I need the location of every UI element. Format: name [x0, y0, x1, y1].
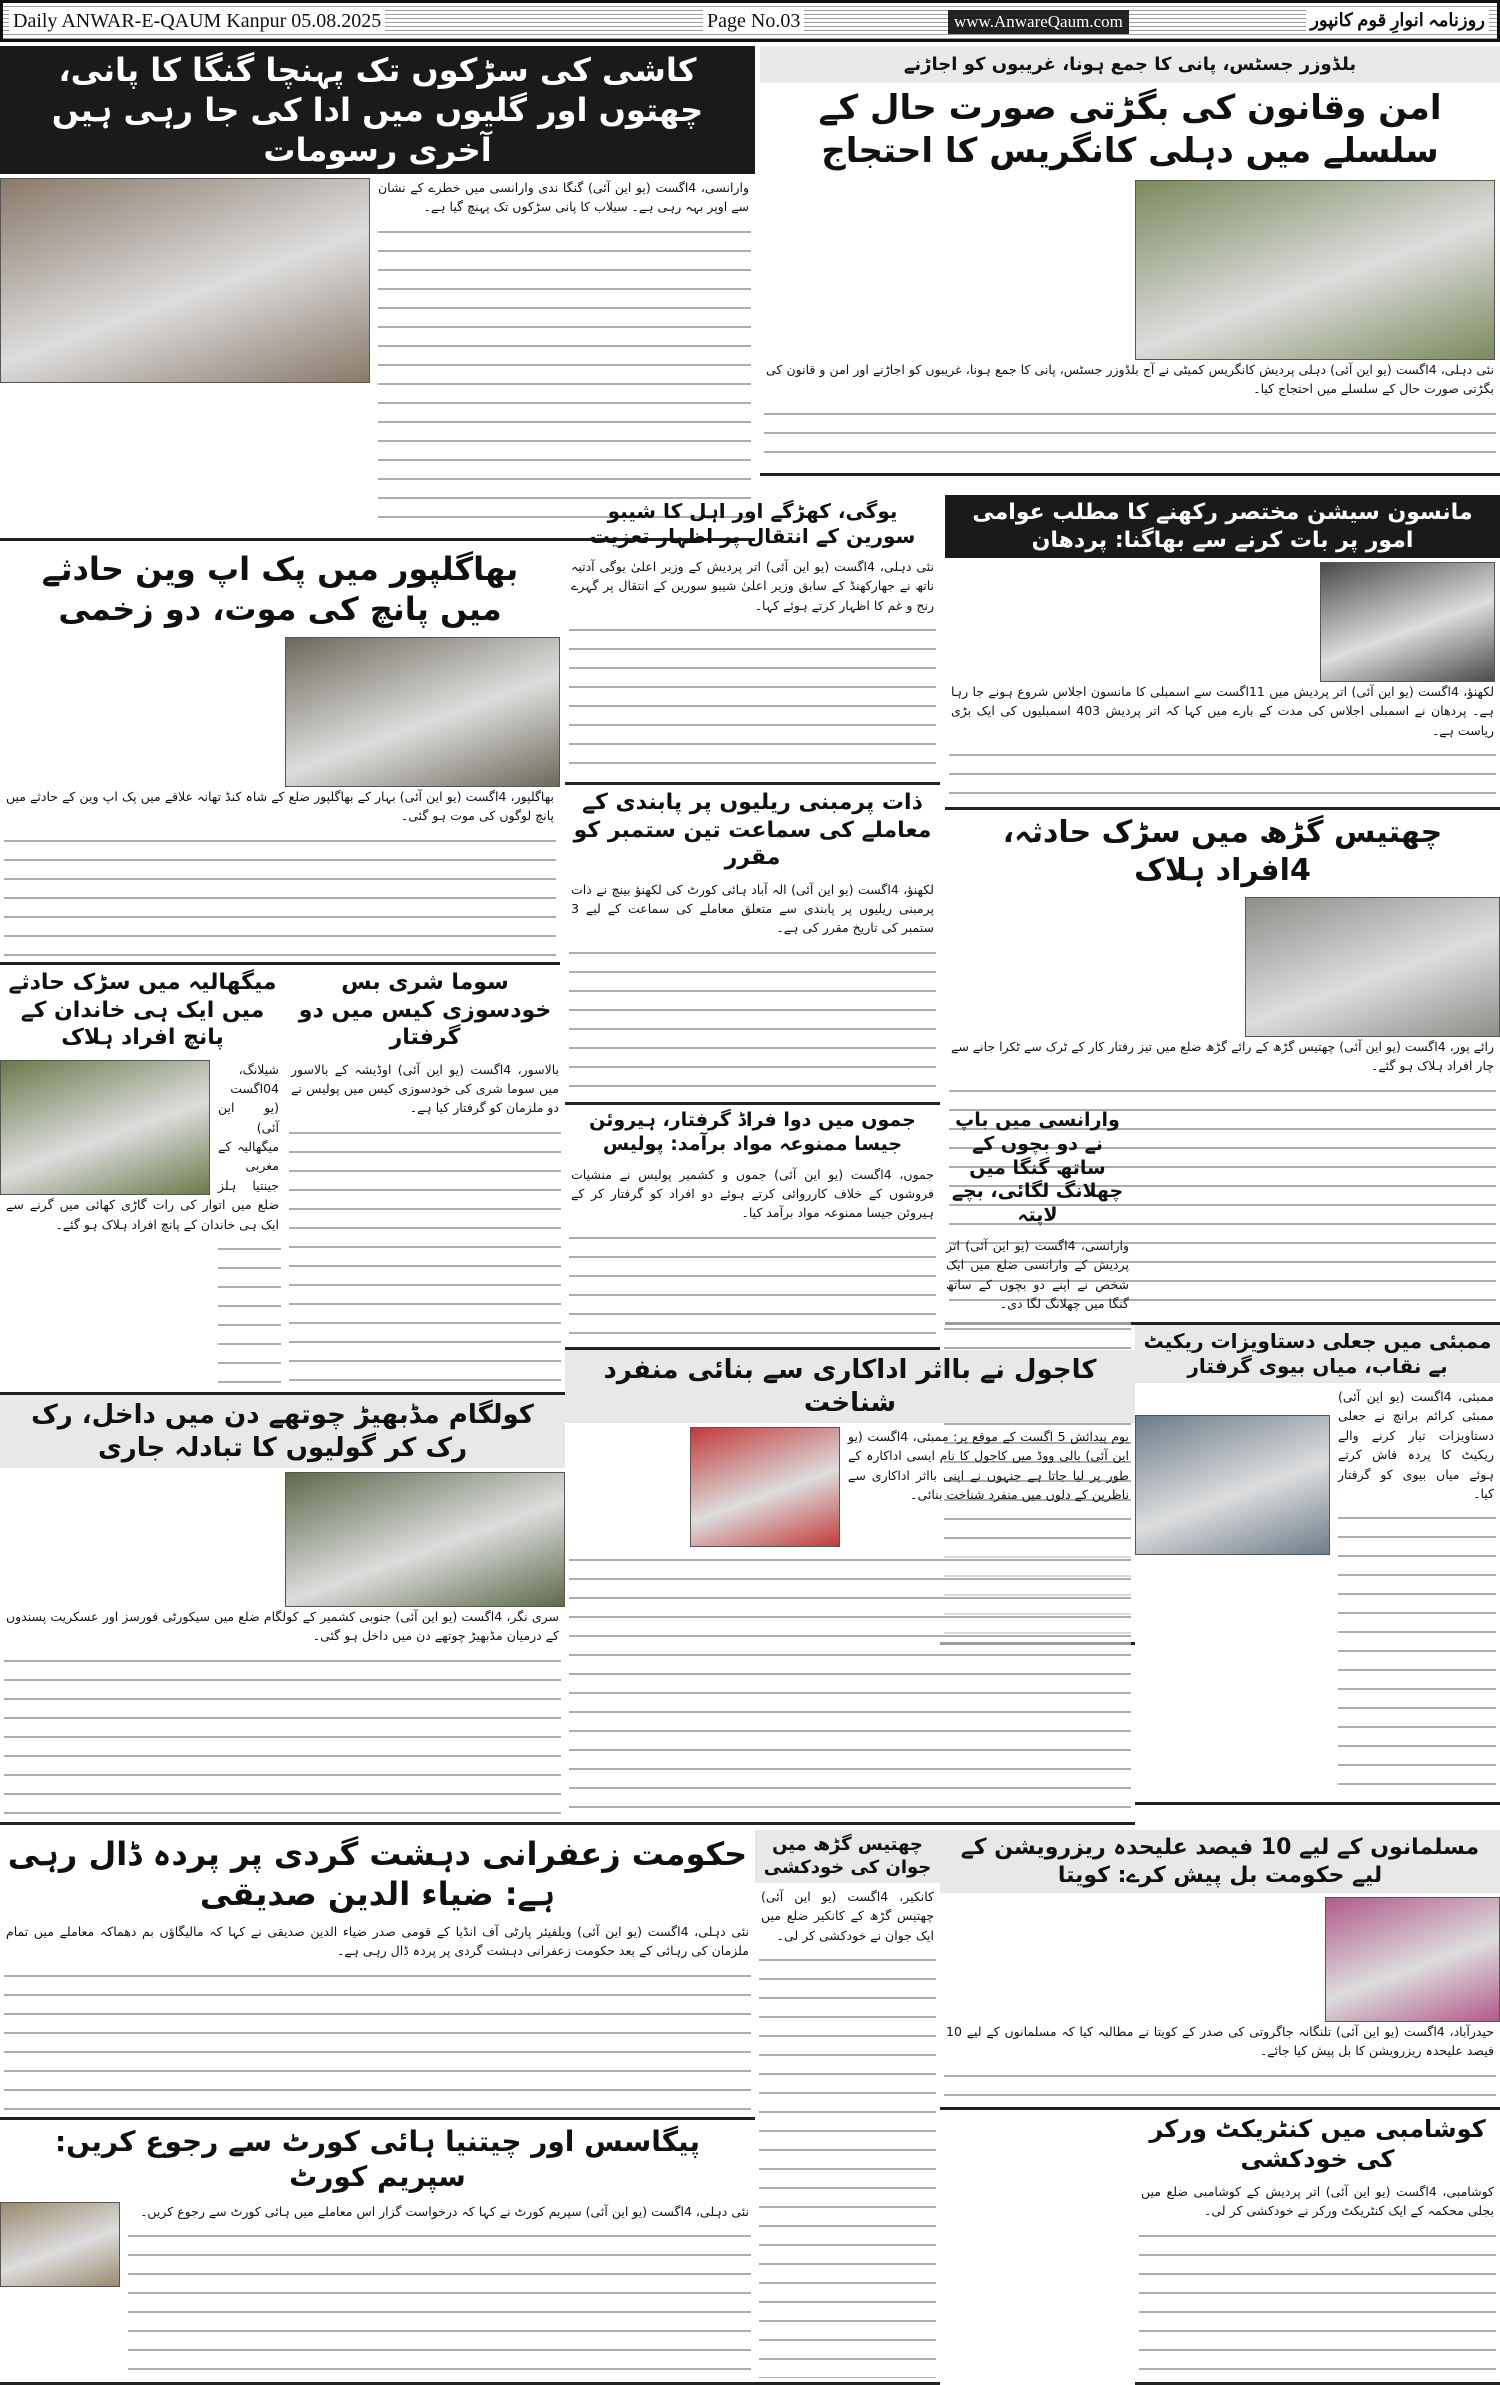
article-lead: شیلانگ، 04اگست (یو این آئی) میگھالیہ کے مغربی جینتیا ہلز ضلع میں اتوار کی رات گاڑی کھائی میں گرنے سے ایک ہی خاندان کے پانچ افراد ہلاک ہو گئے۔: [6, 1061, 279, 1232]
article-lead: لکھنؤ، 4اگست (یو این آئی) اتر پردیش میں 11اگست سے اسمبلی کا مانسون اجلاس شروع ہونے جا رہا ہے۔ پردھان نے اسمبلی اجلاس کی مدت کے بارے میں کہا کہ اتر پردیش 403 اسمبلیوں کی ایک بڑی ریاست ہے۔: [951, 684, 1495, 738]
article-yogi-condolence: [565, 495, 940, 785]
ghat-photo: [0, 178, 370, 383]
kajol-photo: [690, 1427, 840, 1547]
article-headline[interactable]: وارانسی میں باپ نے دو بچوں کے ساتھ گنگا میں چھلانگ لگائی، بچے لاپتہ: [951, 1109, 1124, 1226]
article-headline[interactable]: بھاگلپور میں پک اپ وین حادثے میں پانچ کی موت، دو زخمی: [41, 550, 519, 628]
article-headline[interactable]: پیگاسس اور چیتنیا ہائی کورٹ سے رجوع کریں: سپریم کورٹ: [54, 2125, 700, 2193]
page-number: Page No.03: [703, 10, 804, 33]
article-headline[interactable]: مانسون سیشن مختصر رکھنے کا مطلب عوامی امور پر بات کرنے سے بھاگنا: پردھان: [945, 495, 1500, 558]
article-headline[interactable]: امن وقانون کی بگڑتی صورت حال کے سلسلے میں دہلی کانگریس کا احتجاج: [818, 88, 1442, 171]
article-headline[interactable]: ذات پرمبنی ریلیوں پر پابندی کے معاملے کی سماعت تین ستمبر کو مقرر: [573, 790, 932, 870]
article-lead: کانکیر، 4اگست (یو این آئی) چھتیس گڑھ کے کانکیر ضلع میں ایک جوان نے خودکشی کر لی۔: [761, 1889, 934, 1943]
article-lead: وارانسی، 4اگست (یو این آئی) گنگا ندی وارانسی میں خطرے کے نشان سے اوپر بہہ رہی ہے۔ سیلاب کا پانی سڑکوں تک پہنچ گیا ہے۔: [378, 180, 750, 215]
article-jammu-drugs: [565, 1105, 940, 1350]
article-lead: حیدرآباد، 4اگست (یو این آئی) تلنگانہ جاگروتی کی صدر کے کویتا نے مطالبہ کیا کہ مسلمانوں کے لیے 10 فیصد علیحدہ ریزرویشن کا بل پیش کیا جائے۔: [946, 2024, 1494, 2059]
article-headline[interactable]: ممبئی میں جعلی دستاویزات ریکیٹ بے نقاب، میاں بیوی گرفتار: [1135, 1325, 1500, 1383]
article-meghalaya-accident: [0, 965, 285, 1395]
article-lead: بالاسور، 4اگست (یو این آئی) اوڈیشہ کے بالاسور میں سوما شری کی خودسوزی کیس میں پولیس نے دو ملزمان کو گرفتار کیا ہے۔: [291, 1061, 559, 1116]
article-lead: کوشامبی، 4اگست (یو این آئی) اتر پردیش کے کوشامبی ضلع میں بجلی محکمہ کے ایک کنٹریکٹ ورکر نے خودکشی کر لی۔: [1141, 2184, 1494, 2219]
article-body-text: [569, 1553, 1131, 1818]
article-lead: نئی دہلی، 4اگست (یو این آئی) سپریم کورٹ نے کہا کہ درخواست گزار اس معاملے میں ہائی کورٹ سے رجوع کریں۔: [140, 2204, 749, 2219]
article-body-text: [289, 1126, 561, 1388]
article-pegasus-sc: [0, 2120, 755, 2385]
article-body-text: [378, 225, 751, 534]
article-soumyashree-case: [285, 965, 565, 1395]
article-headline[interactable]: یوگی، کھڑگے اور اہل کا شیبو سورین کے انتقال پر اظہار تعزیت: [589, 499, 916, 548]
article-body-text: [569, 946, 936, 1098]
article-lead: سری نگر، 4اگست (یو این آئی) جنوبی کشمیر کے کولگام ضلع میں سیکورٹی فورسز اور عسکریت پسندوں کے درمیان مڈبھیڑ چوتھے دن میں داخل ہو گئی۔: [6, 1609, 559, 1644]
article-headline[interactable]: سوما شری بس خودسوزی کیس میں دو گرفتار: [298, 970, 552, 1050]
article-body-text: [218, 1242, 281, 1388]
article-chhattisgarh-suicide: [755, 1830, 940, 2385]
article-lead: رائے پور، 4اگست (یو این آئی) چھتیس گڑھ کے رائے گڑھ ضلع میں تیز رفتار کار کے ٹرک سے ٹکرا جانے سے چار افراد ہلاک ہو گئے۔: [951, 1039, 1494, 1074]
article-headline[interactable]: کاشی کی سڑکوں تک پہنچا گنگا کا پانی، چھتوں اور گلیوں میں ادا کی جا رہی ہیں آخری رسومات: [0, 46, 755, 174]
article-lead: ممبئی، 4اگست (یو این آئی) ممبئی کرائم برانچ نے جعلی دستاویزات تیار کرنے والے ریکیٹ کا پردہ فاش کرتے ہوئے میاں بیوی کو گرفتار کیا۔: [1338, 1389, 1494, 1501]
police-photo: [1135, 1415, 1330, 1555]
article-lead: وارانسی، 4اگست (یو این آئی) اتر پردیش کے وارانسی ضلع میں ایک شخص نے اپنے دو بچوں کے ساتھ گنگا میں چھلانگ لگا دی۔: [946, 1237, 1130, 1311]
article-subheadline: بلڈوزر جسٹس، پانی کا جمع ہونا، غریبوں کو اجاڑنے: [760, 46, 1500, 83]
article-body-text: [949, 748, 1496, 803]
article-kajol: [565, 1350, 1135, 1825]
article-headline[interactable]: میگھالیہ میں سڑک حادثے میں ایک ہی خاندان کے پانچ افراد ہلاک: [8, 970, 277, 1050]
article-body-text: [4, 1969, 751, 2113]
article-lead: نئی دہلی، 4اگست (یو این آئی) دہلی پردیش کانگریس کمیٹی نے آج بلڈوزر جسٹس، پانی کا جمع ہونا، غریبوں کو اجاڑنے اور امن و قانون کی بگڑتی صورت حال کے سلسلے میں احتجاج کیا۔: [766, 362, 1494, 397]
kavitha-photo: [1325, 1897, 1500, 2022]
court-photo: [0, 2202, 120, 2287]
article-headline[interactable]: چھتیس گڑھ میں جوان کی خودکشی: [755, 1830, 940, 1883]
article-kaushambi-suicide: [1135, 2110, 1500, 2385]
article-bhagalpur-accident: [0, 545, 560, 965]
website-link[interactable]: www.AnwareQaum.com: [948, 10, 1129, 34]
article-headline[interactable]: کولگام مڈبھیڑ چوتھے دن میں داخل، رک رک کر گولیوں کا تبادلہ جاری: [0, 1395, 565, 1468]
article-lead: لکھنؤ، 4اگست (یو این آئی) الہ آباد ہائی کورٹ کی لکھنؤ بینچ نے ذات پرمبنی ریلیوں پر پابندی سے متعلق معاملے کی سماعت کے لیے 3 ستمبر کی تاریخ مقرر کی ہے۔: [571, 881, 934, 936]
article-lead: جموں، 4اگست (یو این آئی) جموں و کشمیر پولیس نے منشیات فروشوں کے خلاف کارروائی کرتے ہوئے دو افراد کو گرفتار کر کے ہیروئن جیسا ممنوعہ مواد برآمد کیا۔: [571, 1166, 934, 1221]
article-body-text: [1338, 1511, 1496, 1798]
masthead-logo: روزنامہ انوارِ قوم کانپور: [1306, 10, 1489, 31]
accident-photo: [285, 637, 560, 787]
article-kulgam-encounter: [0, 1395, 565, 1825]
article-lead: بھاگلپور، 4اگست (یو این آئی) بہار کے بھاگلپور ضلع کے شاہ کنڈ تھانہ علاقے میں پک اپ وین کے حادثے میں پانچ لوگوں کی موت ہو گئی۔: [6, 789, 554, 824]
article-lead: یوم پیدائش 5 اگست کے موقع پر: ممبئی، 4اگست (یو این آئی) بالی ووڈ میں کاجول کا نام ایسی اداکارہ کے طور پر لیا جاتا ہے جنہوں نے اپنی بااثر اداکاری سے ناظرین کے دلوں میں منفرد شناخت بنائی۔: [848, 1429, 1129, 1503]
masthead-bar: [0, 0, 1500, 42]
article-body-text: [128, 2229, 751, 2378]
soldiers-photo: [285, 1472, 565, 1607]
article-headline[interactable]: چھتیس گڑھ میں سڑک حادثہ، 4افراد ہلاک: [1002, 815, 1443, 888]
article-headline[interactable]: کوشامبی میں کنٹریکٹ ورکر کی خودکشی: [1149, 2115, 1486, 2173]
article-body-text: [569, 623, 936, 778]
article-kashi-flood: [0, 46, 755, 541]
paper-date: Daily ANWAR-E-QAUM Kanpur 05.08.2025: [9, 10, 385, 33]
article-body-text: [759, 1953, 936, 2378]
article-body-text: [944, 2069, 1496, 2103]
article-lead: نئی دہلی، 4اگست (یو این آئی) اتر پردیش کے وزیر اعلیٰ یوگی آدتیہ ناتھ نے جھارکھنڈ کے سابق وزیر اعلیٰ شیبو سورین کے انتقال پر گہرے رنج و غم کا اظہار کرتے ہوئے کہا۔: [571, 559, 934, 613]
article-body-text: [4, 1654, 561, 1818]
article-saffron-terror: [0, 1830, 755, 2120]
article-body-text: [764, 407, 1496, 469]
article-caste-rallies: [565, 785, 940, 1105]
article-headline[interactable]: جموں میں دوا فراڈ گرفتار، ہیروئن جیسا ممنوعہ مواد برآمد: پولیس: [589, 1109, 916, 1155]
article-congress-protest: [760, 46, 1500, 476]
article-monsoon-session: [945, 495, 1500, 810]
article-headline[interactable]: کاجول نے بااثر اداکاری سے بنائی منفرد شناخت: [565, 1350, 1135, 1423]
politician-photo: [1320, 562, 1495, 682]
article-headline[interactable]: حکومت زعفرانی دہشت گردی پر پردہ ڈال رہی ہے: ضیاء الدین صدیقی: [7, 1835, 748, 1913]
article-mumbai-racket: [1135, 1325, 1500, 1805]
article-lead: نئی دہلی، 4اگست (یو این آئی) ویلفیئر پارٹی آف انڈیا کے قومی صدر ضیاء الدین صدیقی نے کہا کہ مالیگاؤں بم دھماکہ معاملے میں تمام ملزمان کی رہائی کے بعد حکومت زعفرانی دہشت گردی پر پردہ ڈال رہی ہے۔: [6, 1924, 749, 1959]
article-body-text: [1139, 2229, 1496, 2378]
article-body-text: [4, 834, 556, 958]
article-kavitha-reservation: [940, 1830, 1500, 2110]
article-body-text: [569, 1231, 936, 1343]
truck-photo: [0, 1060, 210, 1195]
article-headline[interactable]: مسلمانوں کے لیے 10 فیصد علیحدہ ریزرویشن کے لیے حکومت بل پیش کرے: کویتا: [940, 1830, 1500, 1893]
protest-photo: [1135, 180, 1495, 360]
car-wreck-photo: [1245, 897, 1500, 1037]
